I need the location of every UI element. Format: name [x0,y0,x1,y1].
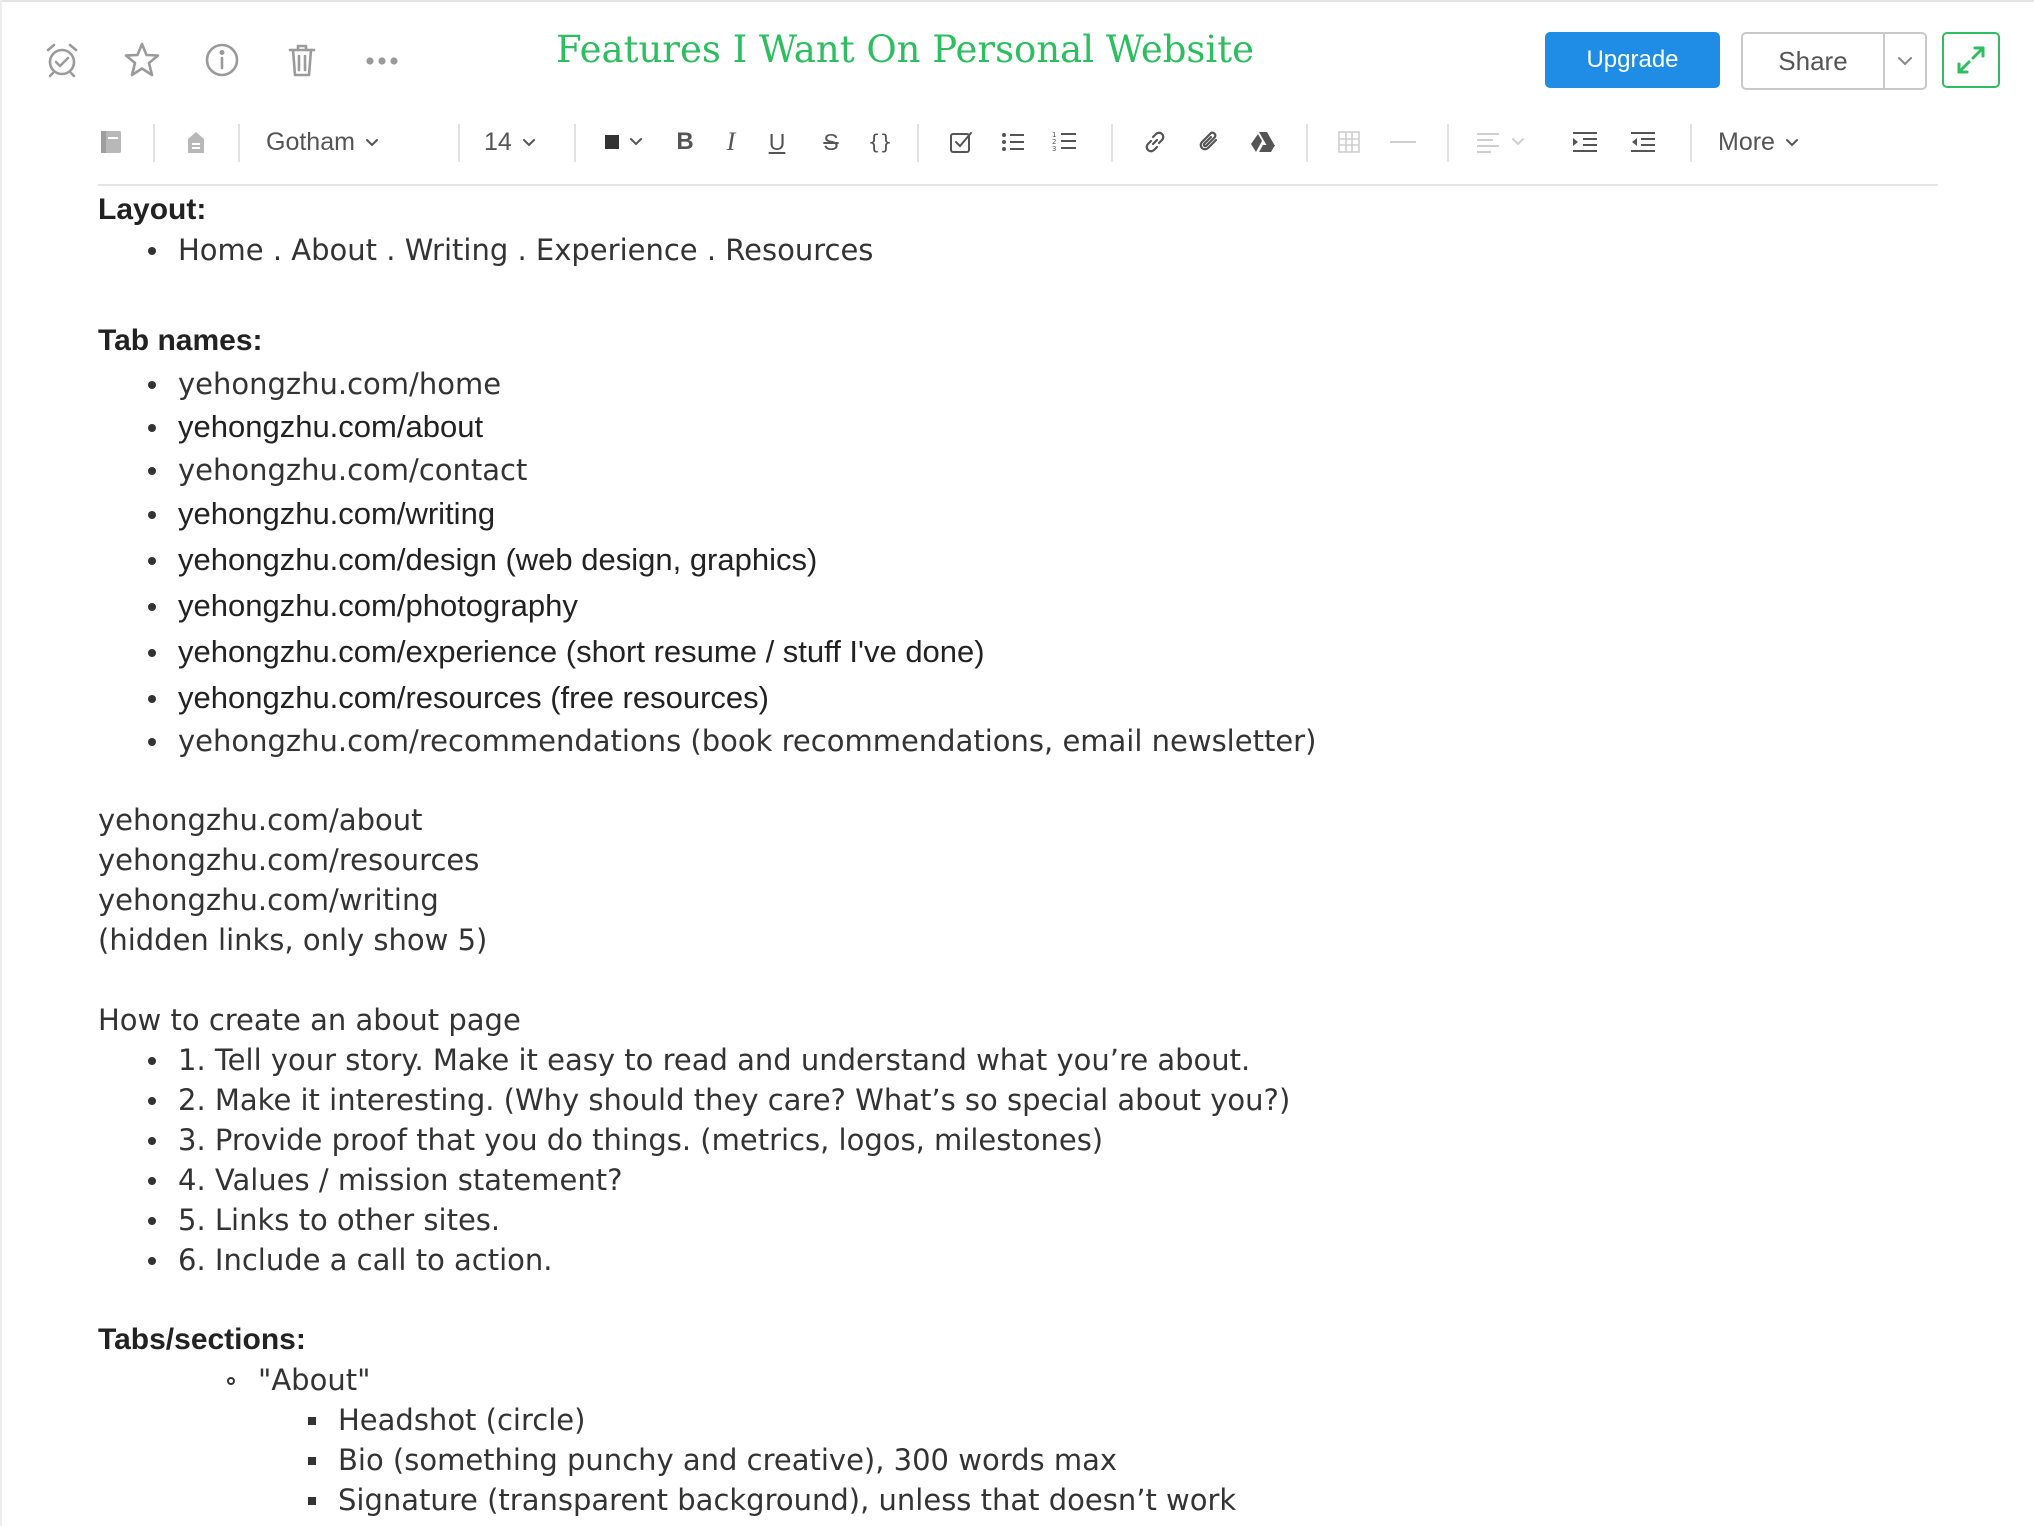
toolbar-divider [917,124,919,162]
list-item: yehongzhu.com/home [178,367,502,401]
sections-heading: Tabs/sections: [98,1323,306,1356]
toolbar-divider [574,124,576,162]
italic-icon[interactable]: I [726,127,736,156]
attachment-icon[interactable] [1192,118,1226,166]
more-label: More [1718,127,1775,156]
list-item: yehongzhu.com/contact [178,453,528,487]
star-icon[interactable] [118,36,166,84]
list-item: Headshot (circle) [338,1403,586,1437]
align-left-icon [1475,131,1529,153]
list-item: 5. Links to other sites. [178,1203,501,1237]
chevron-down-icon [1897,56,1913,66]
list-item: yehongzhu.com/resources (free resources) [178,680,769,715]
outdent-icon[interactable] [1626,118,1660,166]
link-icon[interactable] [1138,118,1172,166]
bullet [148,247,156,255]
bullet [148,557,156,565]
indent-icon[interactable] [1568,118,1602,166]
bullet [148,467,156,475]
bullet [148,1257,156,1265]
bullet [227,1377,235,1385]
toolbar-divider [153,124,155,162]
list-item: "About" [258,1363,371,1397]
more-dropdown[interactable] [1718,118,1818,166]
bullet [148,1057,156,1065]
share-button-group [1741,32,1927,90]
bulleted-list-icon[interactable] [996,118,1030,166]
more-icon[interactable] [358,36,406,84]
bullet [308,1497,316,1505]
expand-icon [1954,43,1988,77]
toolbar-divider [238,124,240,162]
bullet [308,1457,316,1465]
text-line: yehongzhu.com/resources [98,843,480,877]
strikethrough-icon[interactable]: S [823,128,839,155]
font-size-value: 14 [484,127,512,156]
toolbar-divider [1111,124,1113,162]
list-item: 1. Tell your story. Make it easy to read and understand what you’re about. [178,1043,1251,1077]
tab-names-heading: Tab names: [98,324,263,357]
text-color-dropdown[interactable] [598,118,650,166]
list-item: yehongzhu.com/about [178,409,484,444]
info-icon[interactable] [198,36,246,84]
window-left-border [0,0,2,1526]
list-item: Home . About . Writing . Experience . Resources [178,233,874,267]
upgrade-button[interactable]: Upgrade [1545,32,1720,88]
font-family-dropdown[interactable] [266,118,416,166]
list-item: yehongzhu.com/design (web design, graphics) [178,542,818,577]
font-family-value: Gotham [266,127,355,156]
alignment-dropdown[interactable] [1474,118,1530,166]
font-size-dropdown[interactable] [484,118,548,166]
bullet [148,1137,156,1145]
bullet [148,738,156,746]
about-heading: How to create an about page [98,1003,521,1037]
list-item: 4. Values / mission statement? [178,1163,623,1197]
checkbox-icon[interactable] [944,118,978,166]
bold-icon[interactable]: B [676,128,694,155]
bullet [308,1417,316,1425]
list-item: yehongzhu.com/photography [178,588,578,623]
list-item: 6. Include a call to action. [178,1243,553,1277]
bullet [148,603,156,611]
chevron-down-icon [365,138,379,147]
code-block-icon[interactable]: {} [867,130,893,154]
google-drive-icon[interactable] [1246,118,1280,166]
window-top-border [0,0,2034,2]
trash-icon[interactable] [278,36,326,84]
text-line: (hidden links, only show 5) [98,923,488,957]
bullet [148,1097,156,1105]
list-item: Bio (something punchy and creative), 300 words max [338,1443,1118,1477]
note-title[interactable]: Features I Want On Personal Website [555,28,1254,71]
list-item: yehongzhu.com/writing [178,496,496,531]
text-line: yehongzhu.com/writing [98,883,439,917]
chevron-down-icon [1785,138,1799,147]
list-item: yehongzhu.com/recommendations (book recommendations, email newsletter) [178,724,1317,758]
bullet [148,649,156,657]
bullet [148,424,156,432]
tag-icon[interactable] [181,118,211,166]
numbered-list-icon[interactable] [1048,118,1082,166]
toolbar-divider [458,124,460,162]
svg-text:1: 1 [1052,131,1057,139]
horizontal-rule-icon[interactable] [1386,118,1420,166]
layout-heading: Layout: [98,193,207,226]
list-item: Signature (transparent background), unless that doesn’t work [338,1483,1237,1517]
alarm-icon[interactable] [38,36,86,84]
list-item: 2. Make it interesting. (Why should they care? What’s so special about you?) [178,1083,1291,1117]
list-item: yehongzhu.com/experience (short resume / stuff I've done) [178,634,985,669]
underline-icon[interactable]: U [768,128,786,155]
svg-text:3: 3 [1052,145,1057,153]
notebook-icon[interactable] [96,118,126,166]
bullet [148,695,156,703]
svg-text:2: 2 [1052,138,1057,146]
list-item: 3. Provide proof that you do things. (metrics, logos, milestones) [178,1123,1104,1157]
share-button[interactable]: Share [1778,45,1848,76]
toolbar-divider [1690,124,1692,162]
toolbar-divider [1447,124,1449,162]
text-line: yehongzhu.com/about [98,803,423,837]
expand-button[interactable] [1942,32,2000,88]
toolbar-divider [1306,124,1308,162]
share-options-button[interactable] [1885,34,1925,88]
bullet [148,1177,156,1185]
toolbar-divider-line [98,184,1938,186]
bullet [148,381,156,389]
chevron-down-icon [522,138,536,147]
bullet [148,511,156,519]
bullet [148,1217,156,1225]
table-icon[interactable] [1332,118,1366,166]
